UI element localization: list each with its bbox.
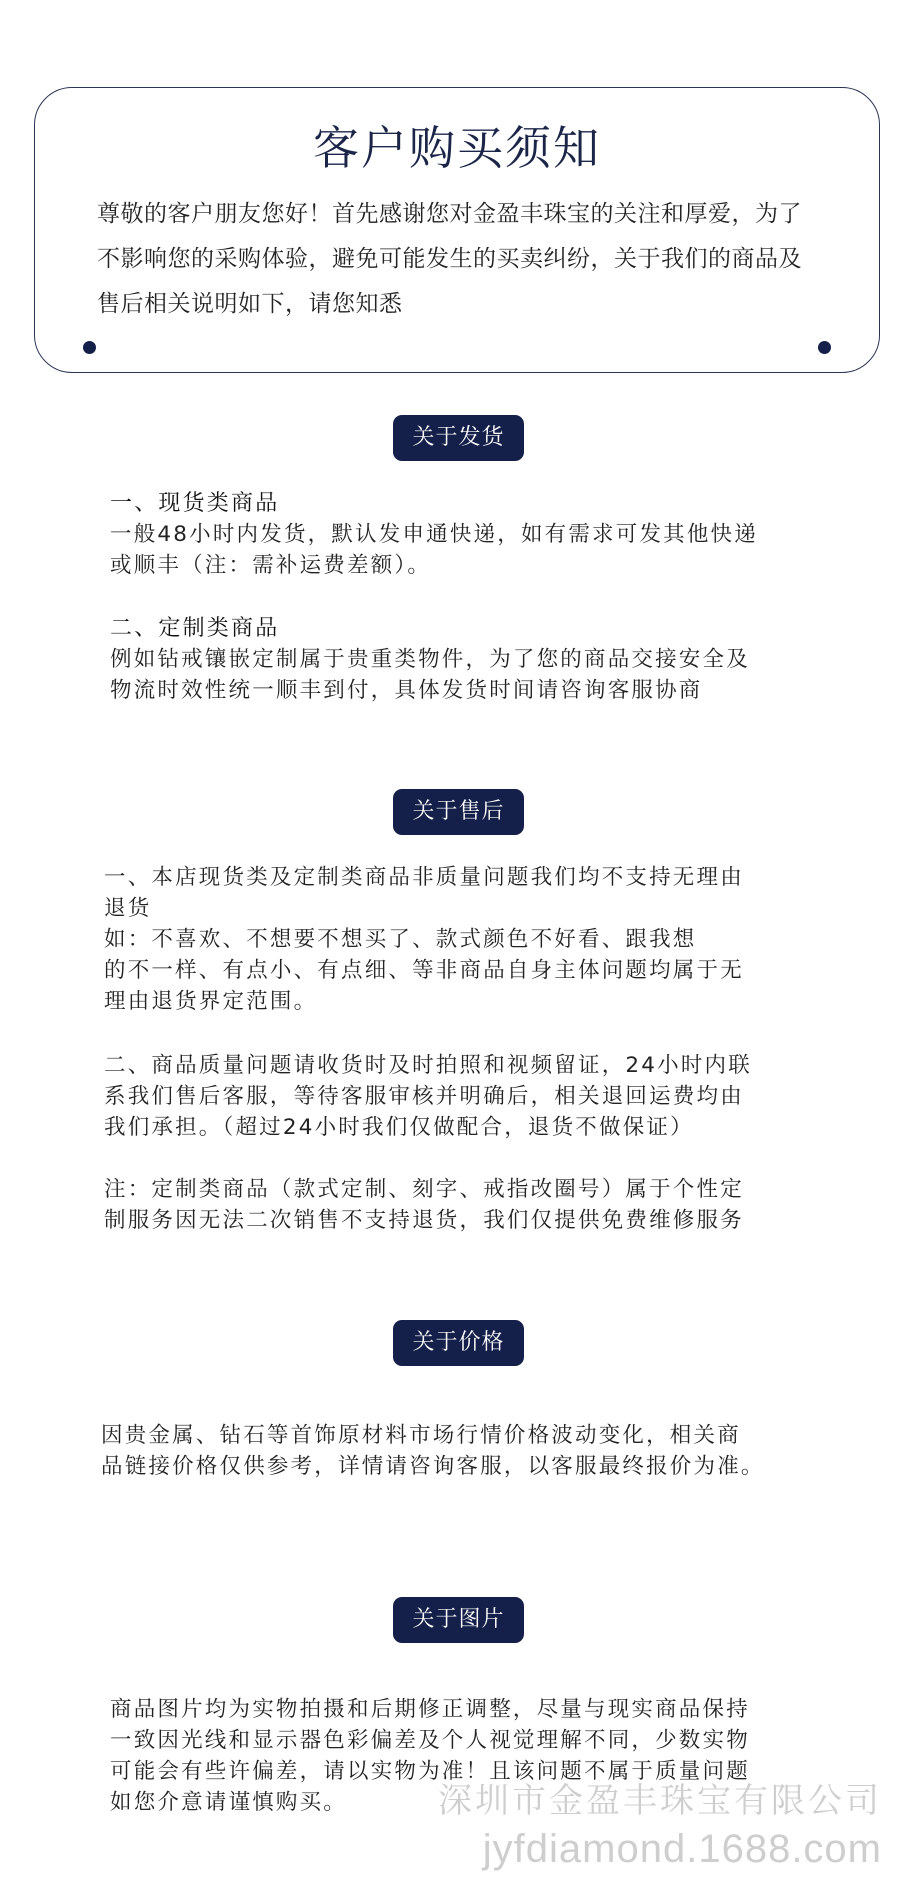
- shipping-item1-body: 一般48小时内发货，默认发申通快递，如有需求可发其他快递 或顺丰（注：需补运费差额）。: [110, 522, 758, 578]
- shipping-item1-heading: 一、现货类商品: [110, 491, 280, 516]
- shipping-section-badge: 关于发货: [393, 415, 524, 461]
- watermark-company: 深圳市金盈丰珠宝有限公司: [438, 1782, 882, 1820]
- watermark-url: jyfdiamond.1688.com: [482, 1827, 882, 1871]
- after-sales-paragraph-1: 一、本店现货类及定制类商品非质量问题我们均不支持无理由 退货 如：不喜欢、不想要不想买了、款式颜色不好看、跟我想 的不一样、有点小、有点细、等非商品自身主体问题均属于无 理由退货界定范围。: [104, 865, 744, 1014]
- shipping-item2-heading: 二、定制类商品: [110, 616, 280, 641]
- price-section-badge: 关于价格: [393, 1320, 524, 1366]
- notice-title: 客户购买须知: [313, 121, 601, 175]
- after-sales-note: 注：定制类商品（款式定制、刻字、戒指改圈号）属于个性定 制服务因无法二次销售不支持退货，我们仅提供免费维修服务: [104, 1177, 744, 1233]
- images-body: 商品图片均为实物拍摄和后期修正调整，尽量与现实商品保持 一致因光线和显示器色彩偏差及个人视觉理解不同，少数实物 可能会有些许偏差，请以实物为准！且该问题不属于质量问题 如您介意请谨慎购买。: [110, 1697, 750, 1815]
- notice-intro: 尊敬的客户朋友您好！首先感谢您对金盈丰珠宝的关注和厚爱，为了不影响您的采购体验，避免可能发生的买卖纠纷，关于我们的商品及售后相关说明如下，请您知悉: [97, 201, 802, 317]
- decorative-dot-right: [818, 341, 831, 354]
- images-section-badge: 关于图片: [393, 1597, 524, 1643]
- shipping-item2-body: 例如钻戒镶嵌定制属于贵重类物件，为了您的商品交接安全及 物流时效性统一顺丰到付，具体发货时间请咨询客服协商: [110, 647, 750, 703]
- after-sales-paragraph-2: 二、商品质量问题请收货时及时拍照和视频留证，24小时内联 系我们售后客服，等待客服审核并明确后，相关退回运费均由 我们承担。（超过24小时我们仅做配合，退货不做保证）: [104, 1053, 752, 1140]
- price-body: 因贵金属、钻石等首饰原材料市场行情价格波动变化，相关商 品链接价格仅供参考，详情请咨询客服，以客服最终报价为准。: [101, 1423, 765, 1479]
- decorative-dot-left: [83, 341, 96, 354]
- notice-card: [34, 87, 880, 373]
- after-sales-section-badge: 关于售后: [393, 789, 524, 835]
